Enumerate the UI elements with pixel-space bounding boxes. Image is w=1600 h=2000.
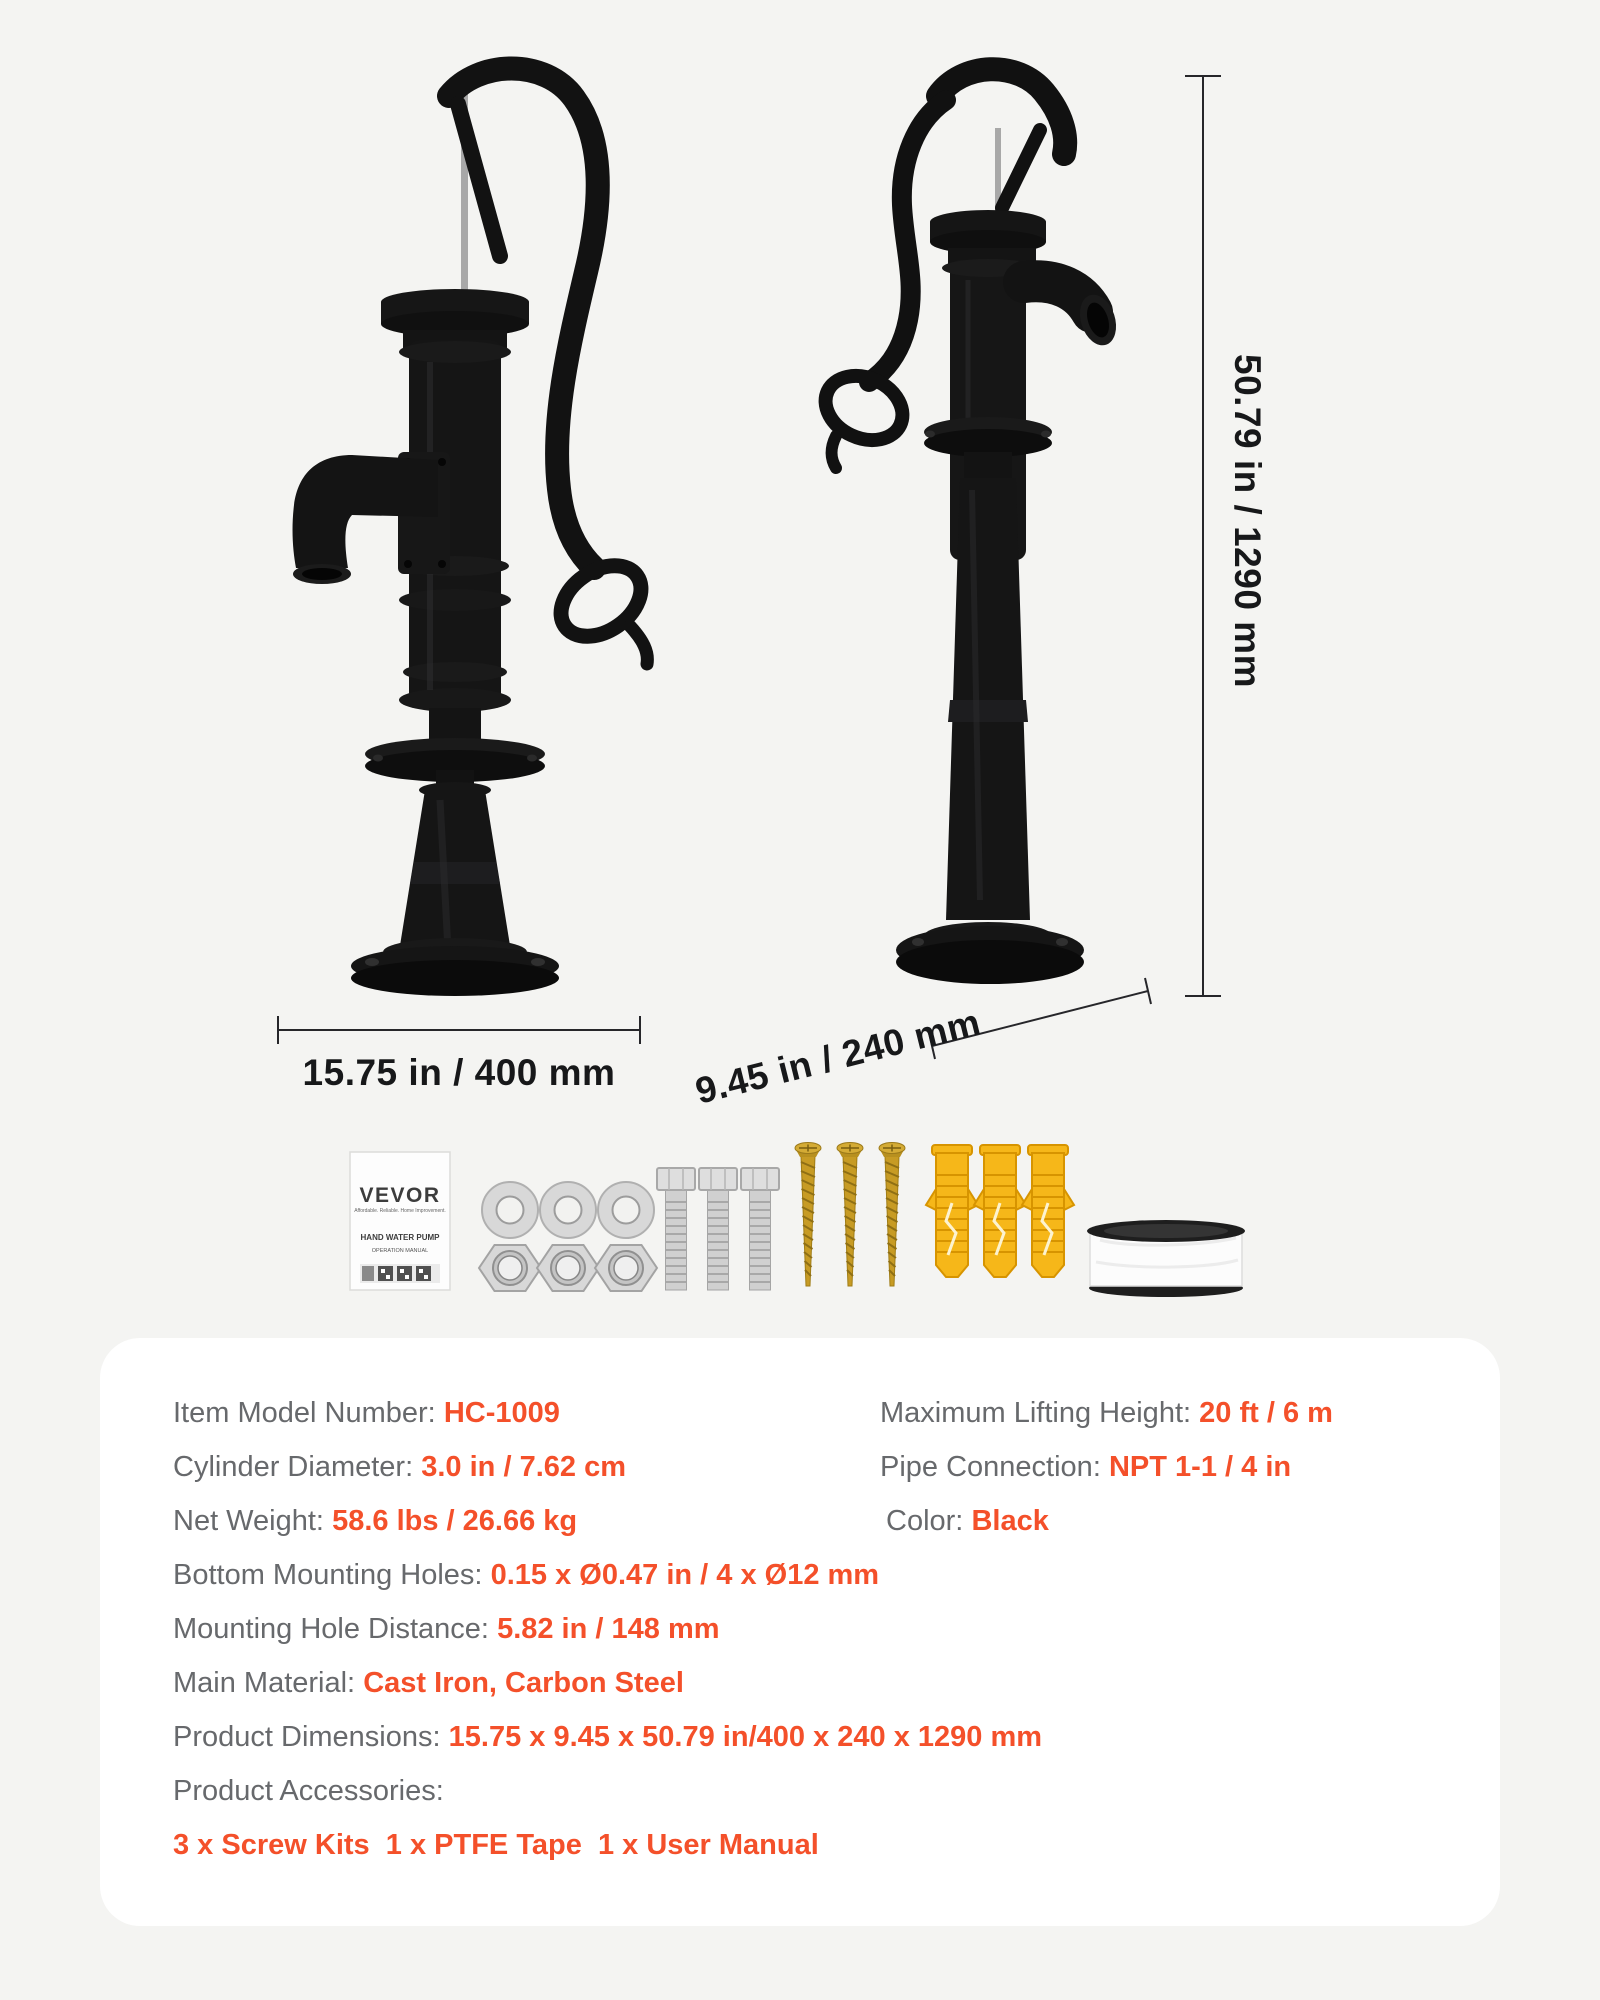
spec-label: Mounting Hole Distance: [173,1613,489,1645]
spec-mounting-hole-distance [173,1613,720,1646]
pump-spout [293,452,450,584]
height-dimension-line [1185,76,1221,996]
spec-label: Cylinder Diameter: [173,1451,414,1483]
bolts-image [657,1168,779,1290]
spec-main-material [173,1667,684,1700]
accessories-row [350,1143,1245,1298]
spec-max-lifting-height [880,1397,1333,1430]
spec-label: Pipe Connection: [880,1451,1101,1483]
spec-product-dimensions [173,1721,1042,1754]
spec-label: Bottom Mounting Holes: [173,1559,483,1591]
manual-subtitle-text: OPERATION MANUAL [371,1248,429,1254]
spec-label: Product Dimensions: [173,1721,441,1753]
spec-cylinder-diameter [173,1451,626,1484]
spec-value: 15.75 x 9.45 x 50.79 in/400 x 240 x 1290 mm [448,1721,1043,1753]
manual-tagline-text: Affordable. Reliable. Home Improvement. [354,1208,446,1214]
pump-cap [930,210,1046,264]
spec-product-accessories [173,1775,452,1808]
width-dimension-label: 15.75 in / 400 mm [302,1052,616,1093]
manual-brand-text: VEVOR [359,1184,441,1207]
washers-image [482,1182,654,1238]
spec-net-weight [173,1505,577,1538]
spec-value: 20 ft / 6 m [1199,1397,1333,1429]
pump-mid-flange [365,708,545,798]
screws-image [795,1143,905,1287]
pump-lower-column [398,790,512,958]
spec-bottom-mounting-holes [173,1559,879,1592]
spec-label: Item Model Number: [173,1397,436,1429]
pump-spout [1024,281,1122,350]
spec-value: 3 x Screw Kits 1 x PTFE Tape 1 x User Manual [173,1829,819,1861]
spec-value: 3.0 in / 7.62 cm [421,1451,626,1483]
spec-color [886,1505,1049,1538]
depth-dimension-label: 9.45 in / 240 mm [691,1001,985,1112]
pump-lower-column [946,478,1030,920]
spec-accessories-list [173,1829,819,1862]
pump-side-view-image [293,69,655,997]
spec-label: Maximum Lifting Height: [880,1397,1192,1429]
spec-value: 5.82 in / 148 mm [497,1613,720,1645]
pump-base-flange [896,922,1084,984]
spec-label: Net Weight: [173,1505,324,1537]
width-dimension-line [278,1016,640,1044]
spec-value: Cast Iron, Carbon Steel [363,1667,684,1699]
pump-mid-flange [924,417,1052,478]
spec-label: Product Accessories: [173,1775,444,1807]
height-dimension-label: 50.79 in / 1290 mm [1227,354,1268,688]
spec-label: Main Material: [173,1667,356,1699]
manual-title-text: HAND WATER PUMP [360,1233,440,1242]
spec-value: 0.15 x Ø0.47 in / 4 x Ø12 mm [490,1559,880,1591]
anchors-image [926,1145,1074,1277]
ptfe-tape-image [1087,1220,1245,1297]
spec-pipe-connection [880,1451,1291,1484]
spec-value: HC-1009 [443,1397,560,1429]
specifications-panel [100,1338,1500,1926]
nuts-image [479,1245,657,1291]
spec-item-model-number [173,1397,560,1430]
spec-value: 58.6 lbs / 26.66 kg [332,1505,578,1537]
pump-base-flange [351,938,559,996]
pump-cap [381,289,529,348]
pump-rear-view-image [815,69,1122,984]
manual-qr-codes [360,1264,440,1283]
spec-label: Color: [886,1505,964,1537]
user-manual-image [350,1152,450,1290]
spec-value: NPT 1-1 / 4 in [1108,1451,1292,1483]
spec-value: Black [971,1505,1049,1537]
